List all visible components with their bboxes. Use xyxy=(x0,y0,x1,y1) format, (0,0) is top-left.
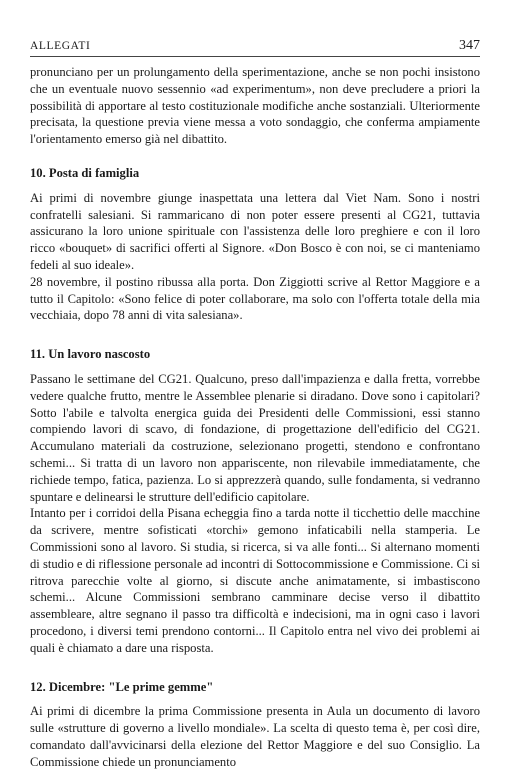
paragraph: Ai primi di dicembre la prima Commissione presenta in Aula un documento di lavoro sulle «strutture di governo a livello mondiale». La scelta di questo tema è, per così dire, comandato dall'avvicinarsi della elezione del Rettor Maggiore e del suo Consiglio. La Commissione chiede un pronunciamento xyxy=(30,703,480,770)
paragraph: Passano le settimane del CG21. Qualcuno, preso dall'impazienza e dalla fretta, vorrebbe vedere qualche frutto, mentre le Assemblee plenarie si diradano. Dove sono i capitolari? Sotto l'abile e talvolta energica guida dei Presidenti delle Commissioni, essi stanno compiendo lavori di scavo, di fondazione, di progettazione dell'edificio del CG21. Accumulano materiali da costruzione, selezionano progetti, stendono e confrontano schemi... Si tratta di un lavoro non appariscente, non rilevabile immediatamente, che richiede tempo, fatica, pazienza. Lo si apprezzerà quando, sulle fondamenta, si vedranno spuntare e delinearsi le strutture dell'edificio capitolare. xyxy=(30,371,480,505)
paragraph: Ai primi di novembre giunge inaspettata una lettera dal Viet Nam. Sono i nostri confratelli salesiani. Si rammaricano di non poter essere presenti al CG21, tuttavia assicurano la loro unione spirituale con l'assistenza delle loro preghiere e con il loro ricco «bouquet» di sacrifici offerti al Signore. «Don Bosco è con noi, se ci manteniamo fedeli al suo ideale». xyxy=(30,190,480,274)
header-rule xyxy=(30,56,480,57)
running-header-title: ALLEGATI xyxy=(30,40,90,52)
section-un-lavoro-nascosto xyxy=(30,346,480,656)
running-header xyxy=(30,38,480,54)
body-text xyxy=(30,64,480,770)
section-heading: 10. Posta di famiglia xyxy=(30,165,480,182)
paragraph: 28 novembre, il postino ribussa alla porta. Don Ziggiotti scrive al Rettor Maggiore e a tutto il Capitolo: «Sono felice di poter collaborare, ma solo con l'offerta totale della mia vecchiaia, dopo 78 anni di vita salesiana». xyxy=(30,274,480,324)
section-heading: 12. Dicembre: "Le prime gemme" xyxy=(30,679,480,696)
paragraph: Intanto per i corridoi della Pisana echeggia fino a tarda notte il ticchettio delle macchine da scrivere, mentre sofisticati «torchi» gemono infaticabili nella stamperia. Le Commissioni sono al lavoro. Si studia, si ricerca, si va alle fonti... Si alternano momenti di studio e di riflessione personale ad incontri di Sottocommissione e Commissione. Ci si ritrova parecchie volte al giorno, si discute anche animatamente, si imbastiscono schemi... Alcune Commissioni sembrano camminare decise verso il dibattito assembleare, altre segnano il passo tra difficoltà e indecisioni, ma in ogni caso i lavori procedono, i diversi temi prendono contorni... Il Capitolo entra nel vivo dei problemi ai quali è chiamato a dare una risposta. xyxy=(30,505,480,656)
page-number: 347 xyxy=(459,38,480,54)
section-dicembre-le-prime-gemme xyxy=(30,679,480,770)
section-heading: 11. Un lavoro nascosto xyxy=(30,346,480,363)
section-posta-di-famiglia xyxy=(30,165,480,324)
intro-paragraph: pronunciano per un prolungamento della sperimentazione, anche se non pochi insistono che un eventuale nuovo sessennio «ad experimentum», non deve precludere a priori la possibilità di apportare al testo costituzionale modifiche anche sostanziali. Ulteriormente precisata, la questione previa viene messa a voto sondaggio, che conferma ampiamente l'orientamento emerso già nel dibattito. xyxy=(30,64,480,148)
